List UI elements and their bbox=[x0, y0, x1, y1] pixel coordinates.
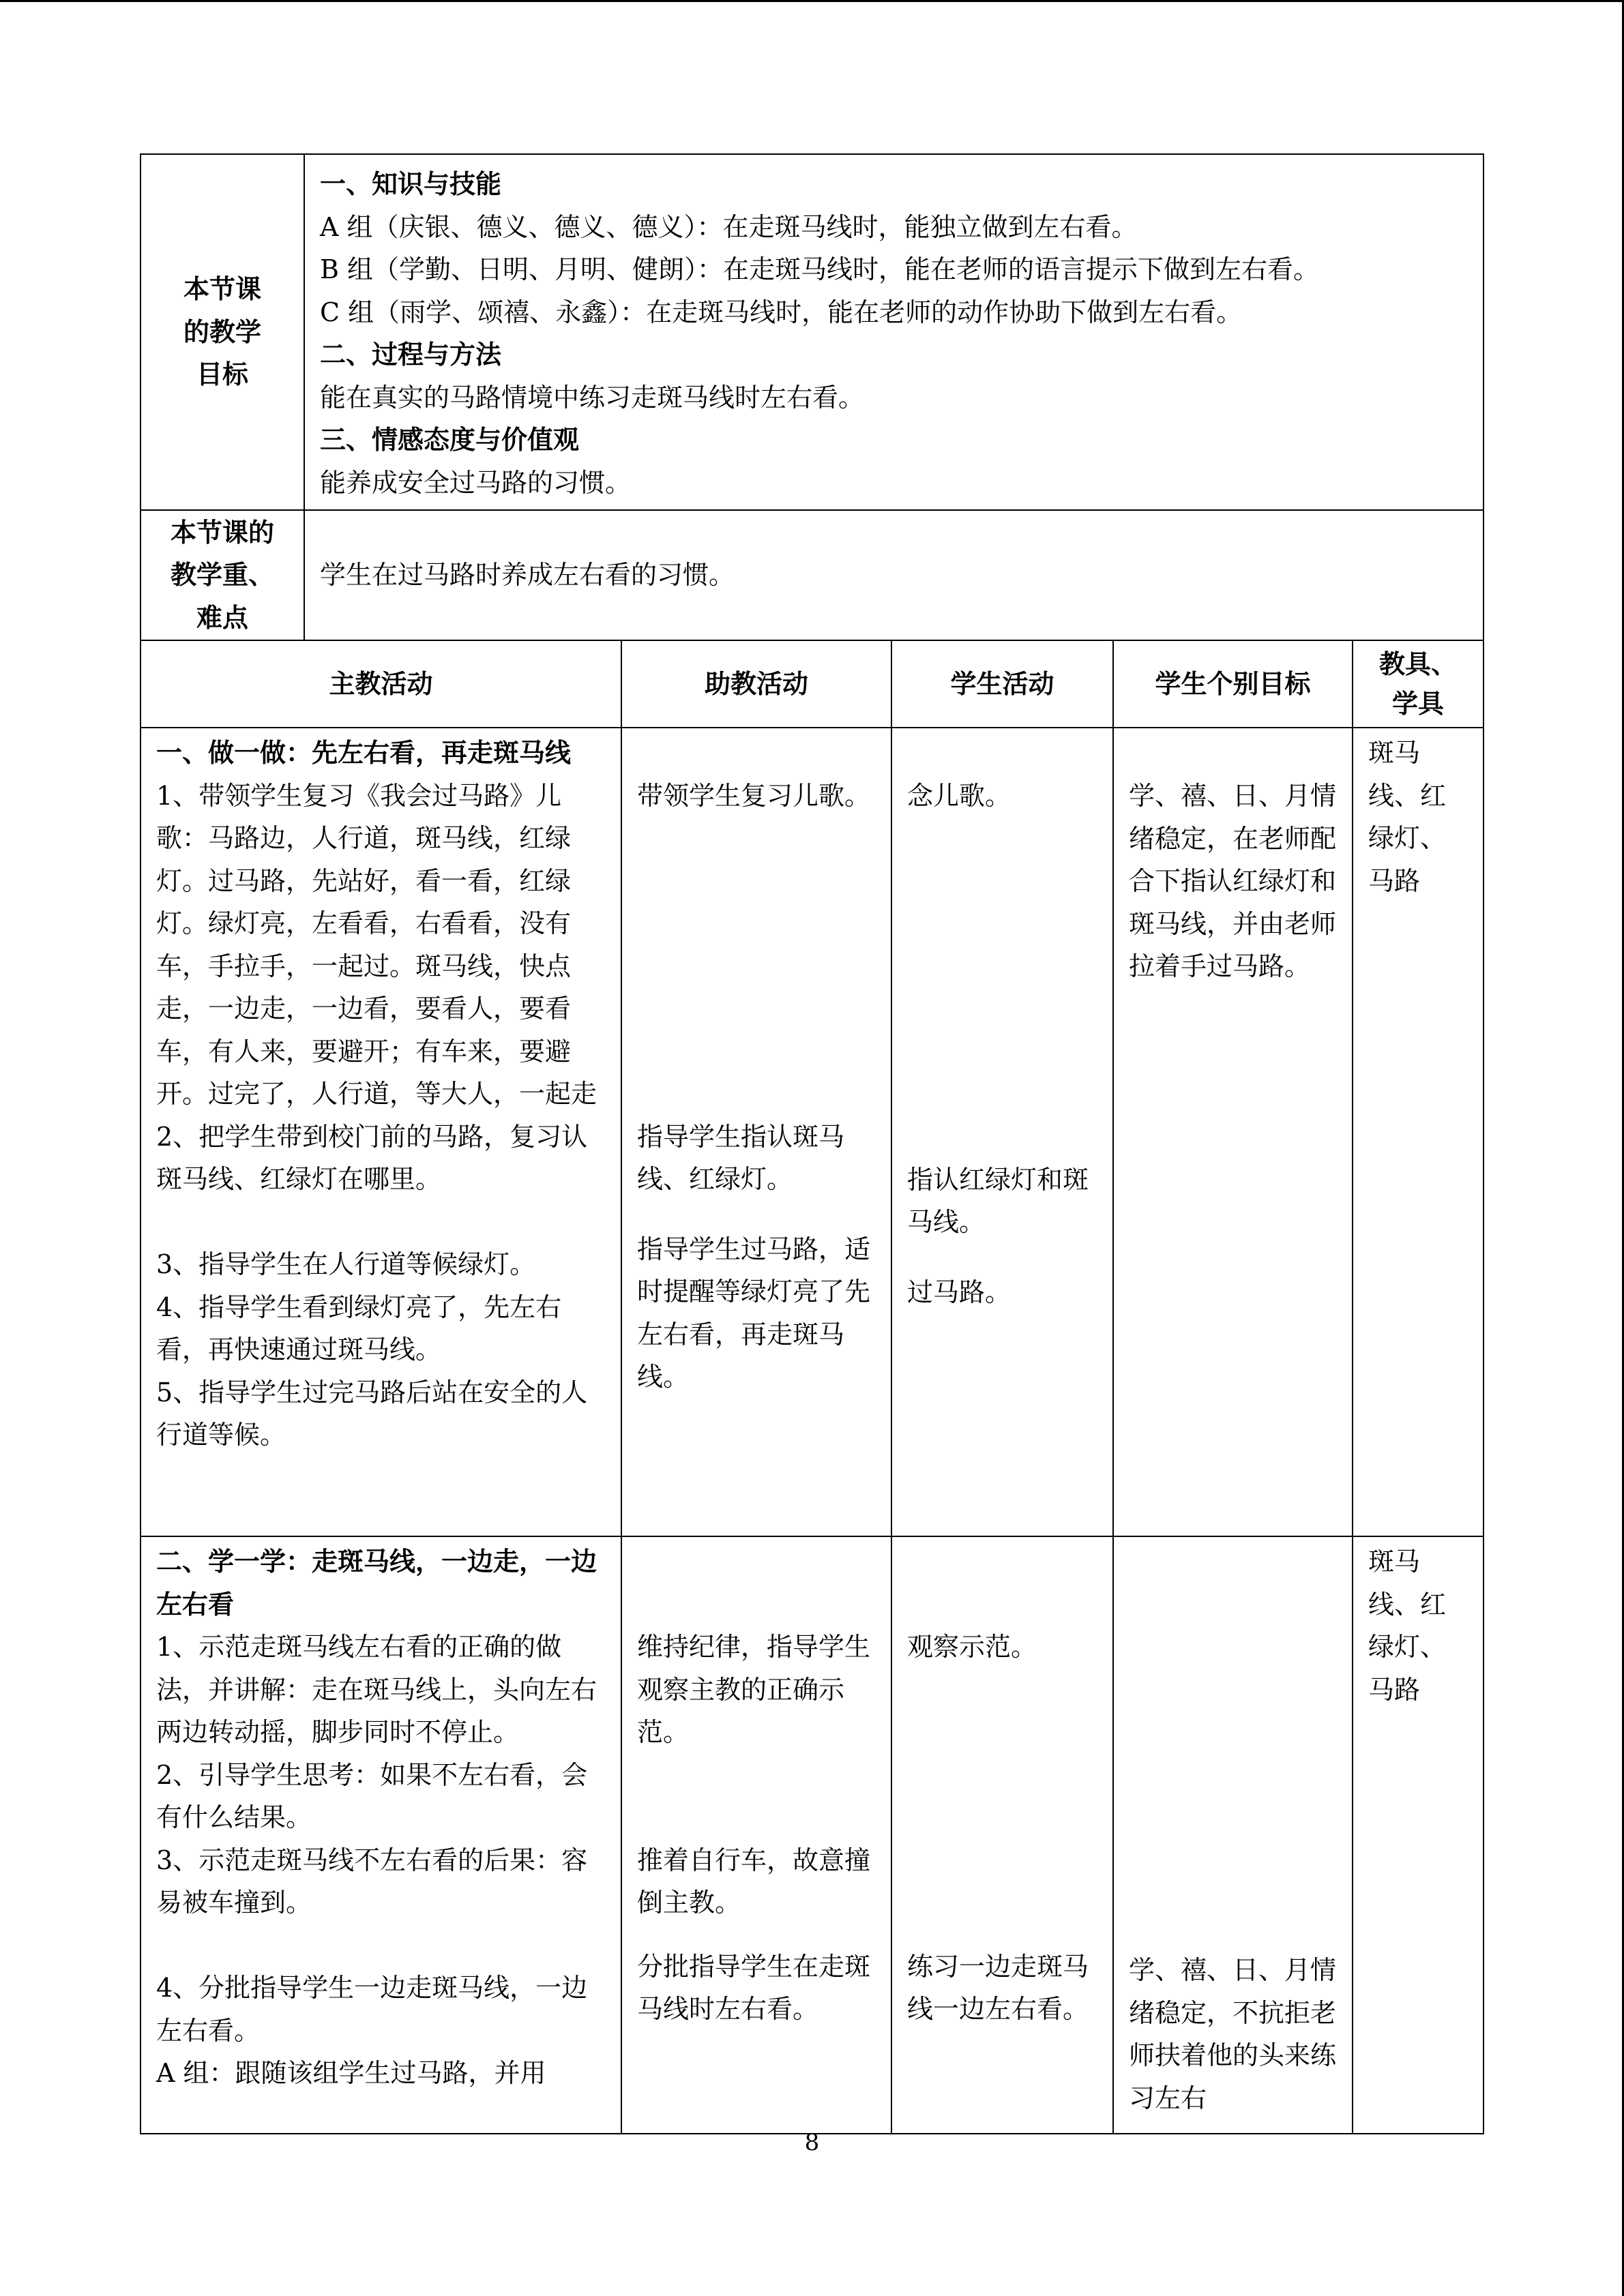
section2-step1: 1、示范走斑马线左右看的正确的做法，并讲解：走在斑马线上，头向左右两边转动摇，脚步同时不停止。 bbox=[156, 1632, 597, 1747]
header-individual-goal: 学生个别目标 bbox=[1113, 640, 1353, 728]
section1-assist2: 指导学生指认斑马线、红绿灯。 bbox=[637, 1121, 845, 1194]
objectives-row bbox=[141, 154, 1483, 510]
section2-assist1: 维持纪律，指导学生观察主教的正确示范。 bbox=[637, 1632, 871, 1747]
section2-main-activity bbox=[141, 1536, 621, 2134]
section1-step3: 3、指导学生在人行道等候绿灯。 bbox=[156, 1249, 536, 1279]
section1-student-activity bbox=[891, 728, 1113, 1536]
section2-tools: 斑马线、红绿灯、马路 bbox=[1353, 1536, 1483, 2134]
objective-group-b: B 组（学勤、日明、月明、健朗）：在走斑马线时，能在老师的语言提示下做到左右看。 bbox=[320, 254, 1320, 284]
section2-student-activity bbox=[891, 1536, 1113, 2134]
section1-step1: 1、带领学生复习《我会过马路》儿歌：马路边，人行道，斑马线，红绿灯。过马路，先站好，看一看，红绿灯。绿灯亮，左看看，右看看，没有车，手拉手，一起过。斑马线，快点走，一边走，一边看，要看人，要看车，有人来，要避开；有车来，要避开。过完了，人行道，等大人，一起走 bbox=[156, 780, 597, 1109]
header-student-activity: 学生活动 bbox=[891, 640, 1113, 728]
header-row bbox=[141, 640, 1483, 728]
section1-step4: 4、指导学生看到绿灯亮了，先左右看，再快速通过斑马线。 bbox=[156, 1292, 562, 1365]
section2-step4: 4、分批指导学生一边走斑马线，一边左右看。 bbox=[156, 1973, 588, 2046]
lesson-plan-table bbox=[140, 153, 1484, 2134]
section2-title: 二、学一学：走斑马线，一边走，一边左右看 bbox=[156, 1546, 597, 1620]
section1-step2: 2、把学生带到校门前的马路，复习认斑马线、红绿灯在哪里。 bbox=[156, 1121, 588, 1194]
objective-group-a: A 组（庆银、德义、德义、德义）：在走斑马线时，能独立做到左右看。 bbox=[320, 211, 1138, 242]
section1-assistant-activity bbox=[621, 728, 891, 1536]
section2-assist3: 分批指导学生在走斑马线时左右看。 bbox=[637, 1951, 871, 2024]
section1-student1: 念儿歌。 bbox=[907, 781, 1012, 811]
section1-assist1: 带领学生复习儿歌。 bbox=[637, 781, 871, 811]
section1-student3: 过马路。 bbox=[907, 1277, 1012, 1307]
section1-individual-goal: 学、禧、日、月情绪稳定，在老师配合下指认红绿灯和斑马线，并由老师拉着手过马路。 bbox=[1113, 728, 1353, 1536]
section1-student2: 指认红绿灯和斑马线。 bbox=[907, 1164, 1089, 1237]
section1-step5: 5、指导学生过完马路后站在安全的人行道等候。 bbox=[156, 1377, 588, 1450]
section2-student1: 观察示范。 bbox=[907, 1632, 1037, 1662]
section2-assist2: 推着自行车，故意撞倒主教。 bbox=[637, 1845, 871, 1918]
top-border-line bbox=[0, 0, 1624, 2]
objective-heading-attitude: 三、情感态度与价值观 bbox=[320, 424, 580, 455]
objective-heading-knowledge: 一、知识与技能 bbox=[320, 168, 502, 199]
section2-row bbox=[141, 1536, 1483, 2134]
header-main-activity: 主教活动 bbox=[141, 640, 621, 728]
section1-row bbox=[141, 728, 1483, 1536]
section1-main-activity bbox=[141, 728, 621, 1536]
section1-assist3: 指导学生过马路，适时提醒等绿灯亮了先左右看，再走斑马线。 bbox=[637, 1234, 871, 1392]
section2-student2: 练习一边走斑马线一边左右看。 bbox=[907, 1951, 1089, 2024]
section1-title: 一、做一做：先左右看，再走斑马线 bbox=[156, 737, 572, 768]
objective-group-c: C 组（雨学、颂禧、永鑫）：在走斑马线时，能在老师的动作协助下做到左右看。 bbox=[320, 297, 1243, 327]
objective-process-text: 能在真实的马路情境中练习走斑马线时左右看。 bbox=[320, 382, 865, 413]
section2-step2: 2、引导学生思考：如果不左右看，会有什么结果。 bbox=[156, 1759, 588, 1832]
page-number: 8 bbox=[804, 2129, 820, 2156]
section2-step5: A 组：跟随该组学生过马路，并用 bbox=[156, 2058, 546, 2088]
focus-label: 本节课的教学重、难点 bbox=[141, 510, 304, 640]
focus-content: 学生在过马路时养成左右看的习惯。 bbox=[304, 510, 1483, 640]
section2-individual-goal bbox=[1113, 1536, 1353, 2134]
objectives-label: 本节课的教学目标 bbox=[141, 154, 304, 510]
section2-assistant-activity bbox=[621, 1536, 891, 2134]
section2-goal1: 学、禧、日、月情绪稳定，不抗拒老师扶着他的头来练习左右 bbox=[1129, 1955, 1337, 2113]
section2-step3: 3、示范走斑马线不左右看的后果：容易被车撞到。 bbox=[156, 1845, 588, 1918]
focus-row bbox=[141, 510, 1483, 640]
header-assistant-activity: 助教活动 bbox=[621, 640, 891, 728]
objective-heading-process: 二、过程与方法 bbox=[320, 339, 502, 370]
section1-tools: 斑马线、红绿灯、马路 bbox=[1353, 728, 1483, 1536]
objectives-content bbox=[304, 154, 1483, 510]
header-tools: 教具、学具 bbox=[1353, 640, 1483, 728]
objective-attitude-text: 能养成安全过马路的习惯。 bbox=[320, 467, 632, 498]
